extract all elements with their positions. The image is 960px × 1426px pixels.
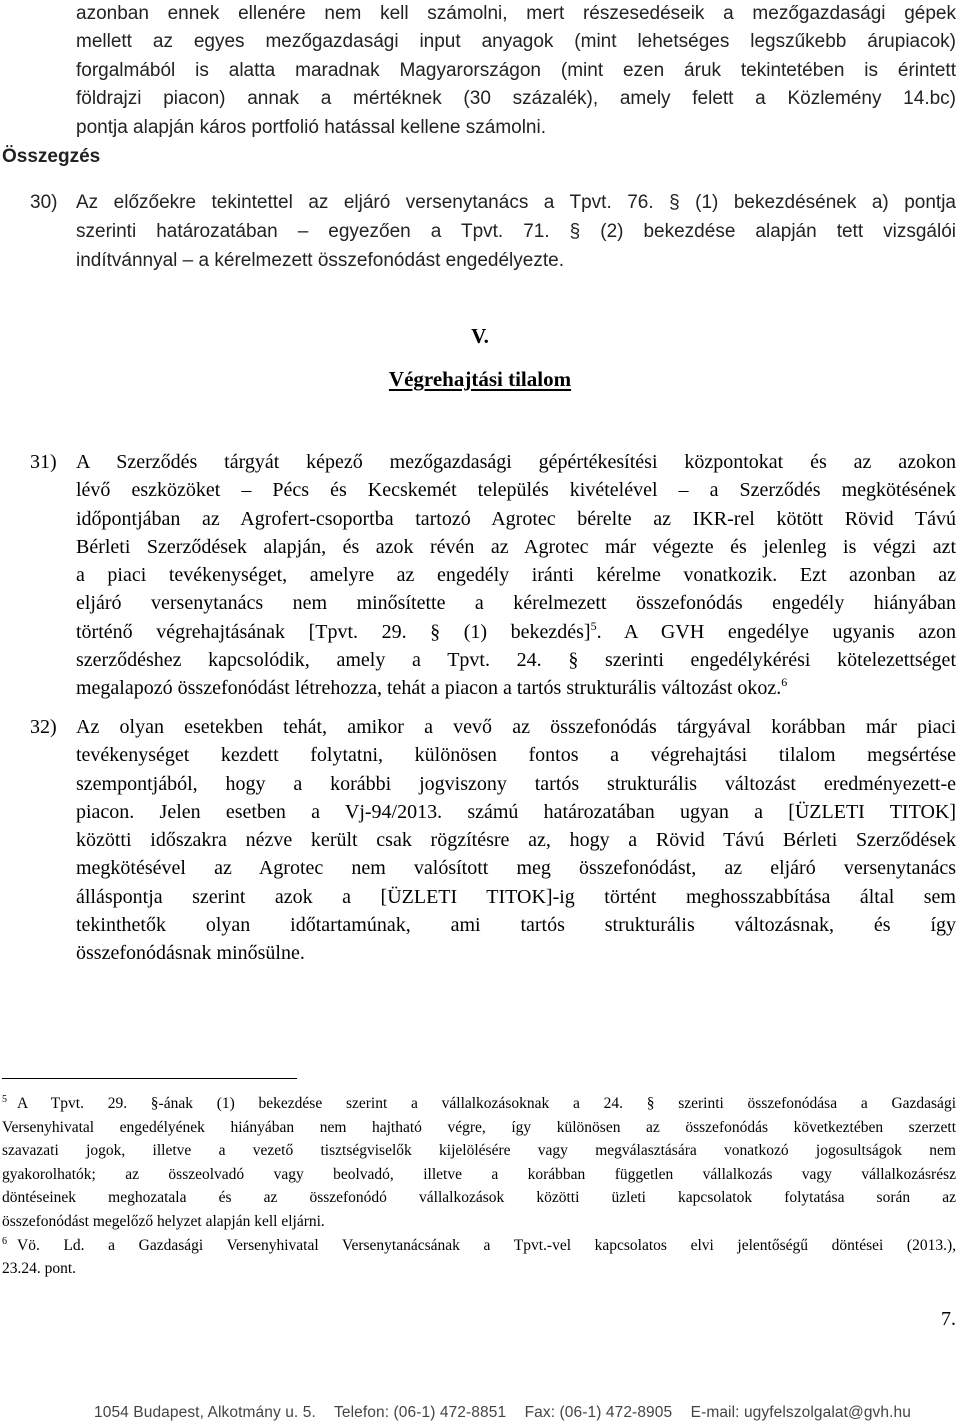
footnotes: [2, 1092, 956, 1281]
footer-phone: Telefon: (06-1) 472-8851: [334, 1404, 507, 1421]
footnote-ref-5[interactable]: 5: [590, 618, 597, 633]
chapter-title-text: Végrehajtási tilalom: [388, 367, 572, 391]
text-line: a piaci tevékenységet, amelyre az engedély iránti kérelme vonatkozik. Ezt azonban az: [76, 564, 956, 587]
text-line: földrajzi piacon) annak a mértéknek (30 százalék), amely felett a Közlemény 14.bc): [76, 88, 956, 110]
text-line: Bérleti Szerződések alapján, és azok révén az Agrotec már végezte és jelenleg is végzi azt: [76, 535, 956, 558]
paragraph-32: [30, 713, 956, 968]
paragraph-number: 30): [30, 192, 58, 213]
text-line: A Szerződés tárgyát képező mezőgazdasági gépértékesítési központokat és az azokon: [76, 451, 956, 473]
page-footer: [94, 1404, 954, 1422]
text-line: közötti időszakra nézve került csak rögzítésre az, hogy a Rövid Távú Bérleti Szerződések: [76, 829, 956, 852]
text-line: álláspontja szerint azok a [ÜZLETI TITOK]-ig történt meghosszabbítása által sem: [76, 885, 956, 908]
text-line: indítvánnyal – a kérelmezett összefonódást engedélyezte.: [76, 250, 564, 271]
chapter-number-text: V.: [471, 324, 489, 348]
text-line: tevékenységet kezdett folytatni, különösen fontos a végrehajtási tilalom megsértése: [76, 744, 956, 767]
text-line: összefonódásnak minősülne.: [76, 942, 305, 965]
text-line: összefonódást megelőző helyzet alapján kell eljárni.: [2, 1212, 325, 1230]
text-line: forgalmából is alatta maradnak Magyarországon (mint ezen áruk tekintetében is érintett: [76, 59, 956, 81]
text-line: szerinti határozatában – egyezően a Tpvt. 71. § (2) bekezdése alapján tett vizsgálói: [76, 221, 956, 242]
footer-fax: Fax: (06-1) 472-8905: [524, 1404, 673, 1421]
paragraph-30: [30, 188, 956, 275]
text-fragment: történő végrehajtásának [Tpvt. 29. § (1) bekezdés]: [76, 620, 591, 643]
text-line: azonban ennek ellenére nem kell számolni, mert részesedéseik a mezőgazdasági gépek: [76, 3, 956, 24]
text-line: eljáró versenytanács nem minősítette a kérelmezett összefonódás engedély hiányában: [76, 592, 956, 615]
paragraph-number: 31): [30, 451, 57, 473]
text-line: [76, 618, 956, 646]
footer-address: 1054 Budapest, Alkotmány u. 5.: [94, 1404, 316, 1421]
footnote-ref-6[interactable]: 6: [781, 675, 788, 690]
text-line: szavazati jogok, illetve a vezető tisztségviselők kijelölésére vagy megválasztására vonatkozó jogosultságok nem: [2, 1142, 956, 1160]
text-line: gyakorolhatók; az összeolvadó vagy beolvadó, illetve a korábban független vállalkozás vagy vállalkozásrész: [2, 1165, 956, 1183]
text-line: lévő eszközöket – Pécs és Kecskemét település kivételével – a Szerződés megkötésének: [76, 479, 956, 502]
text-line: szerződéshez kapcsolódik, amely a Tpvt. 24. § szerinti engedélykérési kötelezettséget: [76, 649, 956, 672]
text-line: Az előzőekre tekintettel az eljáró versenytanács a Tpvt. 76. § (1) bekezdésének a) pontja: [76, 192, 956, 213]
footer-email[interactable]: E-mail: ugyfelszolgalat@gvh.hu: [690, 1404, 911, 1421]
footnote-mark: 6: [2, 1235, 7, 1247]
text-line: 23.24. pont.: [2, 1260, 77, 1278]
chapter-title: [0, 367, 960, 392]
text-fragment: . A GVH engedélye ugyanis azon: [596, 620, 956, 643]
text-line: piacon. Jelen esetben a Vj-94/2013. számú határozatában ugyan a [ÜZLETI TITOK]: [76, 800, 956, 823]
footnote-6: [2, 1234, 956, 1258]
text-line: megkötésével az Agrotec nem valósított meg összefonódást, az eljáró versenytanács: [76, 857, 956, 880]
paragraph-number: 32): [30, 716, 57, 738]
text-line: döntéseinek meghozatala és az összefonódó vállalkozások közötti üzleti kapcsolatok folytatása során az: [2, 1189, 956, 1207]
page-number: 7.: [941, 1308, 956, 1330]
text-fragment: megalapozó összefonódást létrehozza, tehát a piacon a tartós strukturális változást okoz.: [76, 677, 782, 700]
text-line: tekinthetők olyan időtartamúnak, ami tartós strukturális változásnak, és így: [76, 914, 956, 937]
text-fragment: A Tpvt. 29. §-ának (1) bekezdése szerint a vállalkozásoknak a 24. § szerinti összefonódása a Gazdasági: [17, 1095, 956, 1112]
continuation-paragraph: [76, 0, 956, 142]
footnote-5: [2, 1092, 956, 1116]
text-line: szempontjából, hogy a korábbi jogviszony tartós strukturális változást eredményezett-e: [76, 772, 956, 795]
text-line: [76, 674, 956, 702]
text-line: pontja alapján káros portfolió hatással kellene számolni.: [76, 116, 546, 138]
chapter-number: [0, 324, 960, 349]
text-line: Az olyan esetekben tehát, amikor a vevő az összefonódás tárgyával korábban már piaci: [76, 716, 956, 738]
footnote-divider: [2, 1078, 297, 1079]
paragraph-31: [30, 448, 956, 703]
text-line: Versenyhivatal engedélyének hiányában nem hajtható végre, így különösen az összefonódás következtében szerzett: [2, 1118, 956, 1136]
summary-heading: Összegzés: [2, 146, 101, 167]
text-line: mellett az egyes mezőgazdasági input anyagok (mint lehetséges legszűkebb árupiacok): [76, 31, 956, 53]
text-line: időpontjában az Agrofert-csoportba tartozó Agrotec bérelte az IKR-rel kötött Rövid Távú: [76, 507, 956, 530]
footnote-mark: 5: [2, 1094, 7, 1105]
text-fragment: Vö. Ld. a Gazdasági Versenyhivatal Versenytanácsának a Tpvt.-vel kapcsolatos elvi jelentőségű döntései (2013.),: [17, 1236, 956, 1254]
